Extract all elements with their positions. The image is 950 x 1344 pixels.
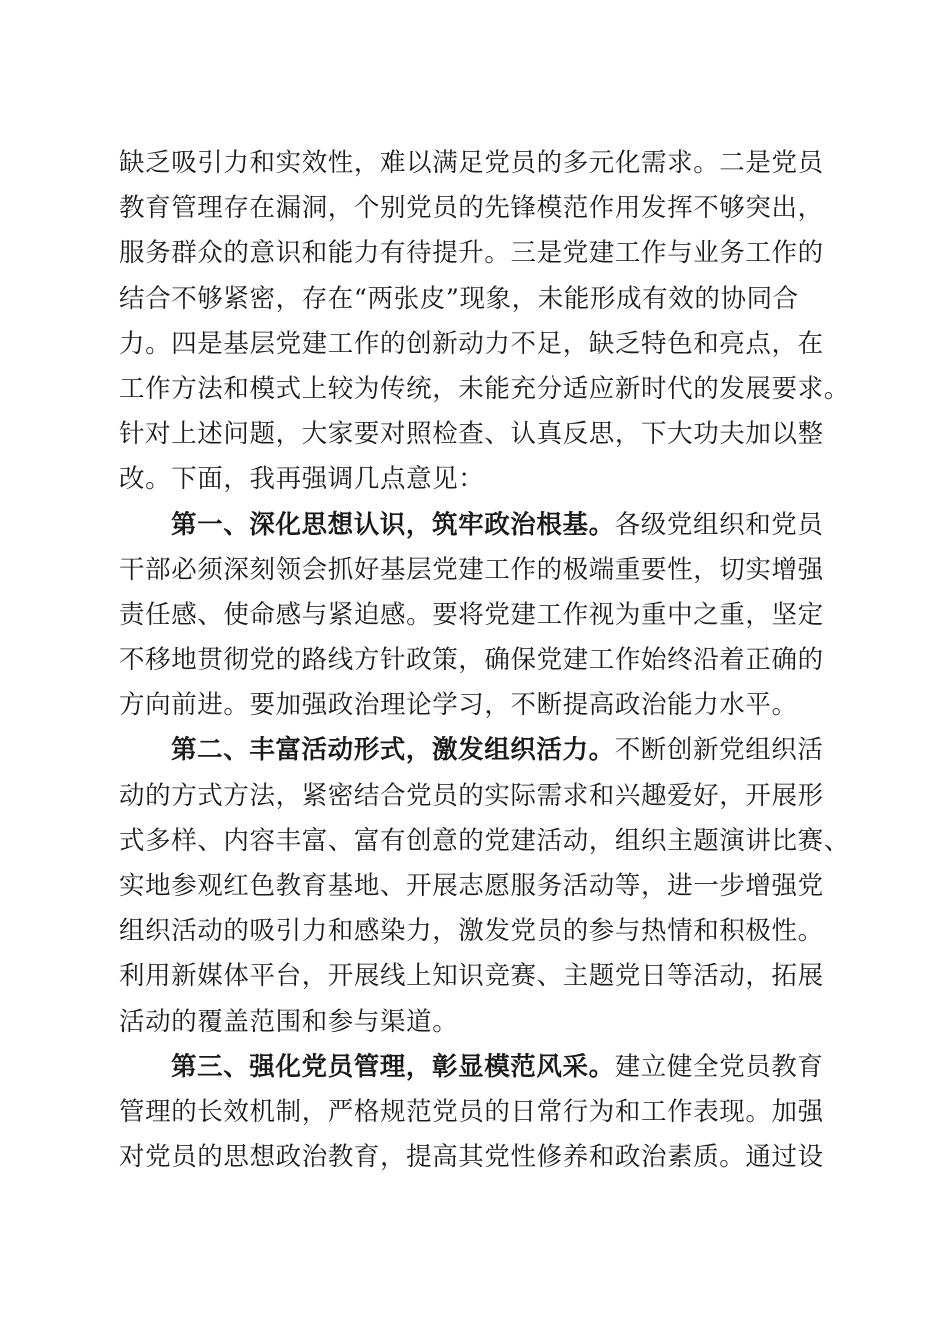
text-line: 对党员的思想政治教育，提高其党性修养和政治素质。通过设 <box>119 1142 824 1173</box>
paragraph-third-point <box>119 1045 839 1181</box>
text-line: 改。下面，我再强调几点意见： <box>119 464 485 495</box>
document-body <box>119 141 850 1180</box>
text-line: 工作方法和模式上较为传统，未能充分适应新时代的发展要求。 <box>119 373 850 404</box>
text-line: 针对上述问题，大家要对照检查、认真反思，下大功夫加以整 <box>119 419 824 450</box>
text-line: 方向前进。要加强政治理论学习，不断提高政治能力水平。 <box>119 690 798 721</box>
text-line: 动的方式方法，紧密结合党员的实际需求和兴趣爱好，开展形 <box>119 780 824 811</box>
text-line: 缺乏吸引力和实效性，难以满足党员的多元化需求。二是党员 <box>119 148 824 178</box>
text-line: 实地参观红色教育基地、开展志愿服务活动等，进一步增强党 <box>119 871 824 901</box>
text-line: 利用新媒体平台，开展线上知识竞赛、主题党日等活动，拓展 <box>119 961 824 992</box>
paragraph-first-point <box>119 503 839 729</box>
paragraph-second-point <box>119 728 850 1044</box>
text-line: 式多样、内容丰富、富有创意的党建活动，组织主题演讲比赛、 <box>119 825 850 856</box>
paragraph-first-line <box>119 1045 839 1090</box>
text-line: 服务群众的意识和能力有待提升。三是党建工作与业务工作的 <box>119 238 824 269</box>
heading-continuation: 不断创新党组织活 <box>614 735 824 766</box>
section-heading: 第一、深化思想认识，筑牢政治根基。 <box>171 509 615 540</box>
text-line: 组织活动的吸引力和感染力，激发党员的参与热情和积极性。 <box>119 916 824 947</box>
text-line: 责任感、使命感与紧迫感。要将党建工作视为重中之重，坚定 <box>119 599 824 630</box>
heading-continuation: 各级党组织和党员 <box>614 509 824 540</box>
paragraph-first-line <box>119 503 839 548</box>
text-line: 管理的长效机制，严格规范党员的日常行为和工作表现。加强 <box>119 1096 824 1127</box>
text-line: 结合不够紧密，存在“两张皮”现象，未能形成有效的协同合 <box>119 283 799 314</box>
text-line: 不移地贯彻党的路线方针政策，确保党建工作始终沿着正确的 <box>119 645 824 676</box>
paragraph-first-line <box>119 728 839 773</box>
section-heading: 第三、强化党员管理，彰显模范风采。 <box>171 1051 615 1082</box>
text-line: 干部必须深刻领会抓好基层党建工作的极端重要性，切实增强 <box>119 554 824 585</box>
text-line: 力。四是基层党建工作的创新动力不足，缺乏特色和亮点，在 <box>119 328 824 359</box>
section-heading: 第二、丰富活动形式，激发组织活力。 <box>171 735 615 766</box>
text-line: 活动的覆盖范围和参与渠道。 <box>119 1006 459 1037</box>
text-line: 教育管理存在漏洞，个别党员的先锋模范作用发挥不够突出， <box>119 193 824 224</box>
heading-continuation: 建立健全党员教育 <box>614 1051 824 1082</box>
paragraph-problems <box>119 141 850 503</box>
